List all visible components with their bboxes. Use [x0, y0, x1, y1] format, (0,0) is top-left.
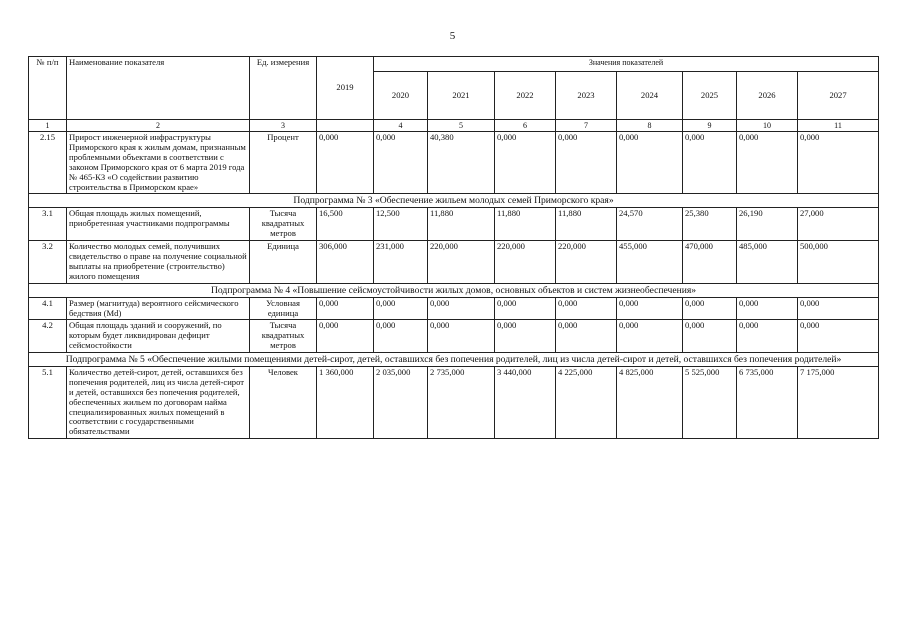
value-cell-2019: 16,500: [317, 208, 374, 241]
value-cell-2024: 0,000: [617, 132, 683, 194]
value-cell-2019: 0,000: [317, 132, 374, 194]
numbering-cell: 8: [617, 120, 683, 132]
value-cell-2022: 0,000: [495, 320, 556, 353]
value-cell-2020: 0,000: [374, 132, 428, 194]
value-cell-2023: 11,880: [556, 208, 617, 241]
value-cell-2027: 500,000: [798, 241, 879, 284]
header-year-2024: 2024: [617, 72, 683, 120]
header-numbering-row: [29, 120, 879, 132]
numbering-cell: 1: [29, 120, 67, 132]
value-cell-2027: 7 175,000: [798, 367, 879, 439]
page-number: 5: [449, 30, 456, 42]
value-cell-2027: 0,000: [798, 132, 879, 194]
value-cell-2020: 0,000: [374, 320, 428, 353]
value-cell-2026: 0,000: [737, 320, 798, 353]
value-cell-2025: 25,380: [683, 208, 737, 241]
header-name: Наименование показателя: [67, 57, 250, 120]
header-num: № п/п: [29, 57, 67, 120]
numbering-cell: 4: [374, 120, 428, 132]
indicator-name: Размер (магнитуда) вероятного сейсмического бедствия (Md): [67, 297, 250, 320]
value-cell-2024: 24,570: [617, 208, 683, 241]
table-row: [29, 320, 879, 353]
table-body: [29, 132, 879, 439]
unit-cell: Процент: [250, 132, 317, 194]
value-cell-2019: 1 360,000: [317, 367, 374, 439]
row-number: 3.2: [29, 241, 67, 284]
value-cell-2022: 0,000: [495, 297, 556, 320]
value-cell-2019: 306,000: [317, 241, 374, 284]
numbering-cell: 6: [495, 120, 556, 132]
unit-cell: Условная единица: [250, 297, 317, 320]
value-cell-2025: 0,000: [683, 297, 737, 320]
value-cell-2022: 220,000: [495, 241, 556, 284]
unit-cell: Человек: [250, 367, 317, 439]
value-cell-2026: 0,000: [737, 297, 798, 320]
numbering-cell: 2: [67, 120, 250, 132]
indicator-name: Количество детей-сирот, детей, оставшихся без попечения родителей, лиц из числа детей-сирот и детей, оставшихся без попечения родителей, обеспеченных жильем по договорам найма специализированных жилых помещений в соответствии с государственными обязательствами: [67, 367, 250, 439]
header-year-2022: 2022: [495, 72, 556, 120]
value-cell-2020: 231,000: [374, 241, 428, 284]
numbering-cell: 7: [556, 120, 617, 132]
header-year-2023: 2023: [556, 72, 617, 120]
numbering-cell: 11: [798, 120, 879, 132]
value-cell-2026: 6 735,000: [737, 367, 798, 439]
numbering-cell: 10: [737, 120, 798, 132]
value-cell-2021: 2 735,000: [428, 367, 495, 439]
value-cell-2023: 220,000: [556, 241, 617, 284]
row-number: 5.1: [29, 367, 67, 439]
value-cell-2023: 0,000: [556, 132, 617, 194]
section-row: [29, 194, 879, 208]
header-year-2026: 2026: [737, 72, 798, 120]
header-year-2019: 2019: [317, 57, 374, 120]
row-number: 3.1: [29, 208, 67, 241]
value-cell-2025: 5 525,000: [683, 367, 737, 439]
value-cell-2021: 11,880: [428, 208, 495, 241]
table-row: [29, 367, 879, 439]
value-cell-2025: 470,000: [683, 241, 737, 284]
section-title: Подпрограмма № 5 «Обеспечение жилыми помещениями детей-сирот, детей, оставшихся без попечения родителей, лиц из числа детей-сирот и детей, оставшихся без попечения родителей»: [29, 353, 879, 367]
indicators-table: [28, 56, 879, 439]
header-year-2025: 2025: [683, 72, 737, 120]
header-year-2020: 2020: [374, 72, 428, 120]
header-year-2021: 2021: [428, 72, 495, 120]
value-cell-2027: 27,000: [798, 208, 879, 241]
value-cell-2024: 0,000: [617, 297, 683, 320]
table-header: [29, 57, 879, 132]
section-row: [29, 353, 879, 367]
row-number: 2.15: [29, 132, 67, 194]
value-cell-2020: 0,000: [374, 297, 428, 320]
value-cell-2021: 0,000: [428, 297, 495, 320]
value-cell-2023: 0,000: [556, 297, 617, 320]
indicator-name: Прирост инженерной инфраструктуры Приморского края к жилым домам, признанным проблемными объектами в соответствии с законом Приморского края от 6 марта 2019 года № 465-КЗ «О содействии развитию строительства в Приморском крае»: [67, 132, 250, 194]
unit-cell: Единица: [250, 241, 317, 284]
value-cell-2020: 2 035,000: [374, 367, 428, 439]
value-cell-2023: 0,000: [556, 320, 617, 353]
value-cell-2021: 0,000: [428, 320, 495, 353]
value-cell-2021: 40,380: [428, 132, 495, 194]
header-year-2027: 2027: [798, 72, 879, 120]
table-row: [29, 241, 879, 284]
value-cell-2026: 26,190: [737, 208, 798, 241]
row-number: 4.1: [29, 297, 67, 320]
table-row: [29, 208, 879, 241]
value-cell-2022: 0,000: [495, 132, 556, 194]
value-cell-2025: 0,000: [683, 132, 737, 194]
value-cell-2024: 0,000: [617, 320, 683, 353]
numbering-cell: 9: [683, 120, 737, 132]
value-cell-2025: 0,000: [683, 320, 737, 353]
section-title: Подпрограмма № 3 «Обеспечение жильем молодых семей Приморского края»: [29, 194, 879, 208]
value-cell-2027: 0,000: [798, 320, 879, 353]
indicator-name: Количество молодых семей, получивших свидетельство о праве на получение социальной выплаты на приобретение (строительство) жилого помещения: [67, 241, 250, 284]
numbering-cell: 3: [250, 120, 317, 132]
indicator-name: Общая площадь зданий и сооружений, по которым будет ликвидирован дефицит сейсмостойкости: [67, 320, 250, 353]
unit-cell: Тысяча квадратных метров: [250, 208, 317, 241]
table-row: [29, 132, 879, 194]
table-row: [29, 297, 879, 320]
value-cell-2021: 220,000: [428, 241, 495, 284]
value-cell-2026: 485,000: [737, 241, 798, 284]
header-unit: Ед. измерения: [250, 57, 317, 120]
numbering-cell-empty: [317, 120, 374, 132]
value-cell-2019: 0,000: [317, 320, 374, 353]
value-cell-2022: 3 440,000: [495, 367, 556, 439]
header-values-group: Значения показателей: [374, 57, 879, 72]
value-cell-2026: 0,000: [737, 132, 798, 194]
value-cell-2020: 12,500: [374, 208, 428, 241]
unit-cell: Тысяча квадратных метров: [250, 320, 317, 353]
value-cell-2023: 4 225,000: [556, 367, 617, 439]
value-cell-2024: 455,000: [617, 241, 683, 284]
section-row: [29, 283, 879, 297]
value-cell-2022: 11,880: [495, 208, 556, 241]
section-title: Подпрограмма № 4 «Повышение сейсмоустойчивости жилых домов, основных объектов и систем жизнеобеспечения»: [29, 283, 879, 297]
indicator-name: Общая площадь жилых помещений, приобретенная участниками подпрограммы: [67, 208, 250, 241]
value-cell-2024: 4 825,000: [617, 367, 683, 439]
numbering-cell: 5: [428, 120, 495, 132]
value-cell-2027: 0,000: [798, 297, 879, 320]
row-number: 4.2: [29, 320, 67, 353]
value-cell-2019: 0,000: [317, 297, 374, 320]
